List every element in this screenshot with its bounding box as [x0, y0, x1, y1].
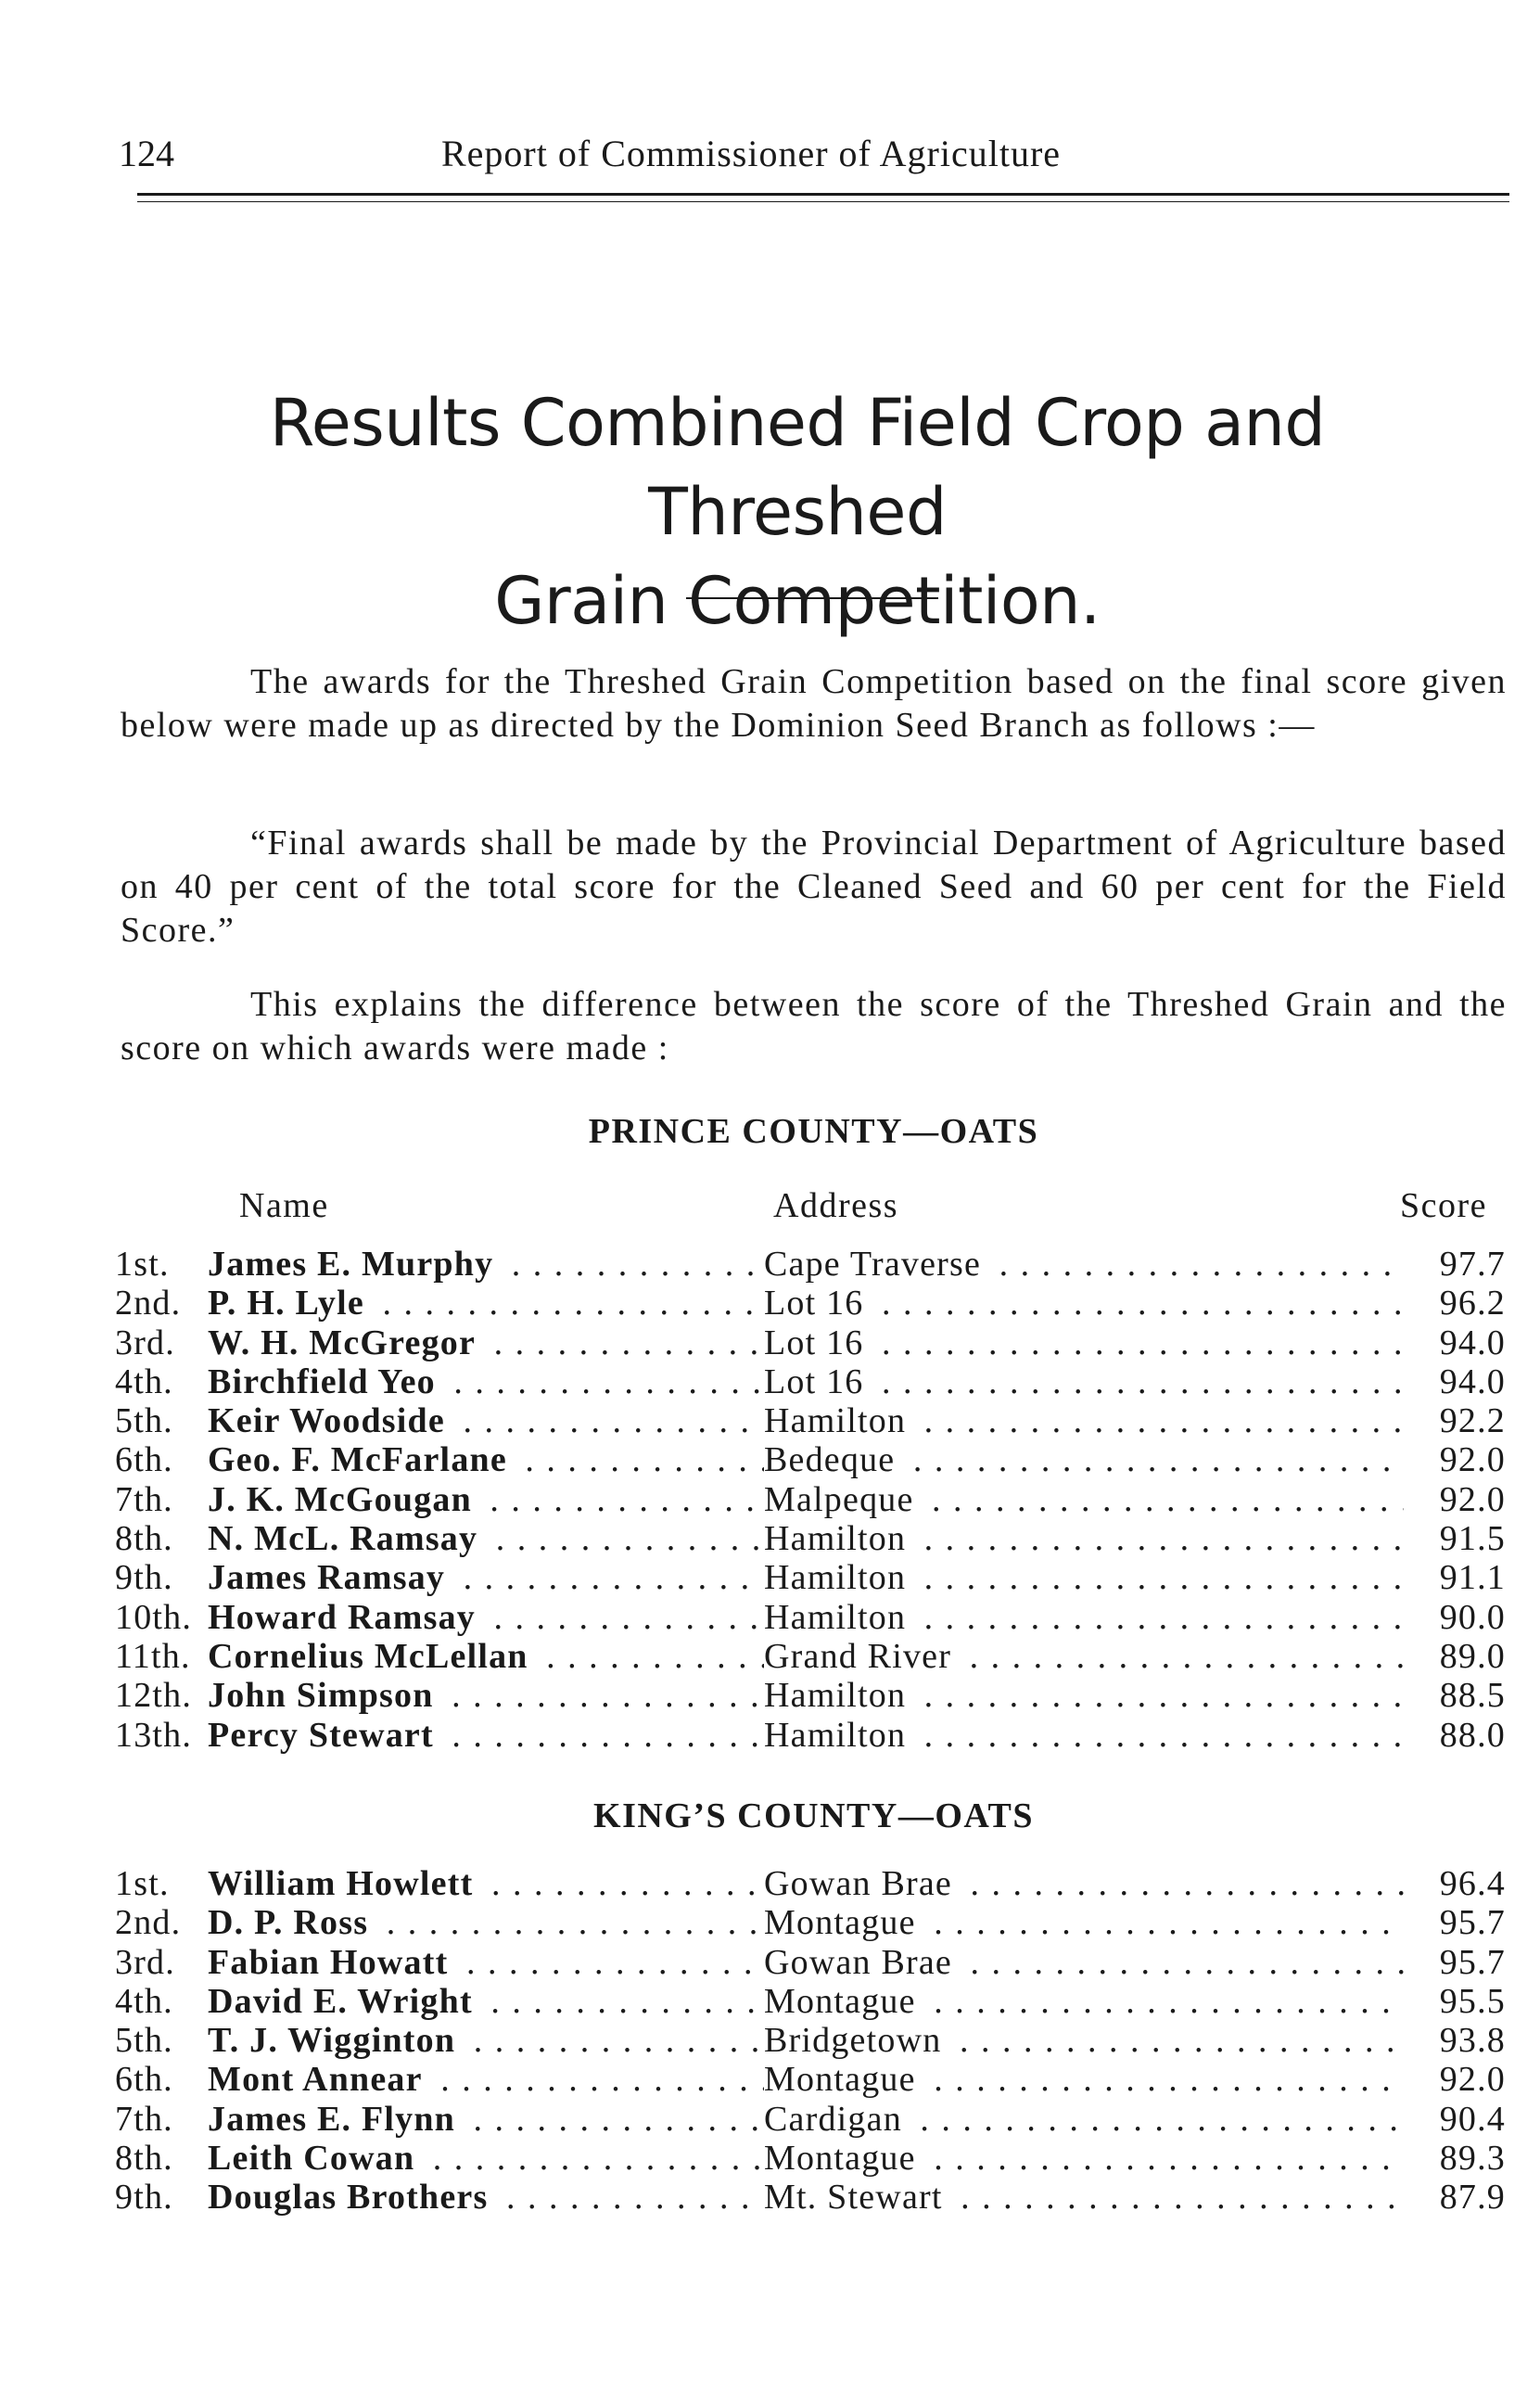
- result-name-cell: [208, 2139, 801, 2178]
- intro-paragraph: The awards for the Threshed Grain Competition based on the final score given below were made up as directed by the Dominion Seed Branch as follows :—: [121, 662, 1507, 745]
- result-name: David E. Wright: [208, 1982, 480, 2021]
- result-address-cell: [764, 1440, 1404, 1479]
- result-score: 94.0: [1404, 1362, 1506, 1401]
- result-name-cell: [208, 1676, 801, 1715]
- result-name-cell: [208, 2060, 801, 2099]
- running-header: [119, 132, 1509, 187]
- result-row: [115, 1401, 1506, 1440]
- result-score: 88.0: [1404, 1716, 1506, 1755]
- result-address-cell: [764, 1676, 1404, 1715]
- result-name-cell: [208, 1716, 801, 1755]
- result-address-cell: [764, 1245, 1404, 1284]
- result-score: 92.2: [1404, 1401, 1506, 1440]
- result-place: 6th.: [115, 1440, 173, 1480]
- result-address-cell: [764, 1558, 1404, 1597]
- result-address-cell: [764, 1943, 1404, 1982]
- result-place: 2nd.: [115, 1903, 182, 1943]
- result-name-cell: [208, 1943, 801, 1982]
- result-address: Bedeque: [764, 1440, 902, 1479]
- result-row: [115, 1943, 1506, 1982]
- result-address: Hamilton: [764, 1716, 913, 1755]
- result-name-cell: [208, 1362, 801, 1401]
- result-name-cell: [208, 2100, 801, 2139]
- result-address: Cape Traverse: [764, 1245, 988, 1284]
- result-score: 96.4: [1404, 1864, 1506, 1903]
- result-name-cell: [208, 1864, 801, 1903]
- result-name: W. H. McGregor: [208, 1323, 483, 1362]
- result-name-cell: [208, 1323, 801, 1362]
- result-row: [115, 2139, 1506, 2178]
- result-score: 95.5: [1404, 1982, 1506, 2021]
- result-address-cell: [764, 1716, 1404, 1755]
- result-name: James E. Flynn: [208, 2100, 463, 2139]
- column-header-address: Address: [773, 1186, 899, 1225]
- result-score: 95.7: [1404, 1943, 1506, 1982]
- result-address: Montague: [764, 1982, 923, 2021]
- result-address-cell: [764, 1903, 1404, 1942]
- result-address-cell: [764, 1480, 1404, 1519]
- result-row: [115, 2100, 1506, 2139]
- result-address-cell: [764, 1401, 1404, 1440]
- result-place: 11th.: [115, 1636, 191, 1676]
- result-address-cell: [764, 1284, 1404, 1323]
- result-place: 9th.: [115, 1558, 173, 1598]
- result-place: 1st.: [115, 1864, 170, 1903]
- result-score: 95.7: [1404, 1903, 1506, 1942]
- column-header-name: Name: [239, 1186, 329, 1225]
- result-address-cell: [764, 1982, 1404, 2021]
- result-score: 92.0: [1404, 1440, 1506, 1479]
- result-address: Hamilton: [764, 1676, 913, 1715]
- result-name: Douglas Brothers: [208, 2178, 495, 2217]
- result-score: 87.9: [1404, 2178, 1506, 2217]
- result-address: Montague: [764, 2139, 923, 2178]
- result-name-cell: [208, 2021, 801, 2060]
- result-address: Gowan Brae: [764, 1864, 960, 1903]
- result-place: 7th.: [115, 1479, 173, 1519]
- result-name: P. H. Lyle: [208, 1284, 372, 1323]
- result-row: [115, 2178, 1506, 2217]
- result-score: 88.5: [1404, 1676, 1506, 1715]
- result-address: Gowan Brae: [764, 1943, 960, 1982]
- result-score: 97.7: [1404, 1245, 1506, 1284]
- result-place: 8th.: [115, 2139, 173, 2179]
- result-name-cell: [208, 1982, 801, 2021]
- result-address: Hamilton: [764, 1401, 913, 1440]
- title-line-1: Results Combined Field Crop and Threshed: [269, 385, 1326, 550]
- result-row: [115, 1864, 1506, 1903]
- result-name: Percy Stewart: [208, 1716, 441, 1755]
- result-name-cell: [208, 2178, 801, 2217]
- result-place: 13th.: [115, 1715, 193, 1755]
- result-name-cell: [208, 1598, 801, 1637]
- column-header-score: Score: [1400, 1186, 1488, 1225]
- result-address-cell: [764, 1362, 1404, 1401]
- result-place: 8th.: [115, 1519, 173, 1559]
- result-row: [115, 1982, 1506, 2021]
- result-address-cell: [764, 1598, 1404, 1637]
- result-address: Montague: [764, 2060, 923, 2099]
- results-list-prince-county: [115, 1245, 1506, 1755]
- result-score: 90.4: [1404, 2100, 1506, 2139]
- result-place: 3rd.: [115, 1323, 175, 1362]
- result-place: 4th.: [115, 1361, 173, 1401]
- result-address: Lot 16: [764, 1362, 871, 1401]
- result-name-cell: [208, 1558, 801, 1597]
- header-rule: [137, 193, 1509, 202]
- result-name: J. K. McGougan: [208, 1480, 479, 1519]
- result-address: Cardigan: [764, 2100, 910, 2139]
- result-name: Cornelius McLellan: [208, 1637, 536, 1676]
- result-place: 10th.: [115, 1597, 193, 1637]
- section-heading-prince-county: PRINCE COUNTY—OATS: [588, 1112, 1039, 1151]
- result-row: [115, 1480, 1506, 1519]
- result-name: D. P. Ross: [208, 1903, 375, 1942]
- results-list-kings-county: [115, 1864, 1506, 2218]
- result-name: T. J. Wigginton: [208, 2021, 463, 2060]
- result-address: Grand River: [764, 1637, 959, 1676]
- result-place: 9th.: [115, 2178, 173, 2218]
- result-name: Leith Cowan: [208, 2139, 422, 2178]
- running-title: Report of Commissioner of Agriculture: [441, 133, 1062, 174]
- result-name: Howard Ramsay: [208, 1598, 483, 1637]
- result-place: 5th.: [115, 1401, 173, 1441]
- result-name-cell: [208, 1440, 801, 1479]
- result-score: 90.0: [1404, 1598, 1506, 1637]
- result-place: 5th.: [115, 2021, 173, 2061]
- result-score: 89.3: [1404, 2139, 1506, 2178]
- result-name-cell: [208, 1519, 801, 1558]
- result-row: [115, 2060, 1506, 2099]
- result-name: Mont Annear: [208, 2060, 430, 2099]
- result-place: 12th.: [115, 1676, 193, 1716]
- result-name-cell: [208, 1401, 801, 1440]
- result-name: James E. Murphy: [208, 1245, 501, 1284]
- result-name: John Simpson: [208, 1676, 441, 1715]
- title-line-2: Grain Competition.: [494, 563, 1101, 639]
- result-name-cell: [208, 1480, 801, 1519]
- result-address: Hamilton: [764, 1558, 913, 1597]
- result-address-cell: [764, 1864, 1404, 1903]
- result-address: Hamilton: [764, 1598, 913, 1637]
- result-score: 91.1: [1404, 1558, 1506, 1597]
- result-name-cell: [208, 1903, 801, 1942]
- result-score: 89.0: [1404, 1637, 1506, 1676]
- result-row: [115, 1323, 1506, 1362]
- result-name: Fabian Howatt: [208, 1943, 455, 1982]
- result-address-cell: [764, 2100, 1404, 2139]
- result-place: 1st.: [115, 1245, 170, 1284]
- page-title: [121, 378, 1474, 645]
- result-row: [115, 1676, 1506, 1715]
- explanation-paragraph: This explains the difference between the score of the Threshed Grain and the score on which awards were made :: [121, 985, 1507, 1067]
- result-address: Bridgetown: [764, 2021, 948, 2060]
- result-address-cell: [764, 2139, 1404, 2178]
- result-address-cell: [764, 2060, 1404, 2099]
- result-address-cell: [764, 1323, 1404, 1362]
- title-rule: [686, 597, 938, 599]
- result-place: 4th.: [115, 1981, 173, 2021]
- result-score: 94.0: [1404, 1323, 1506, 1362]
- result-score: 91.5: [1404, 1519, 1506, 1558]
- result-row: [115, 1598, 1506, 1637]
- quote-paragraph: “Final awards shall be made by the Provincial Department of Agriculture based on 40 per cent of the total score for the Cleaned Seed and 60 per cent for the Field Score.”: [121, 824, 1507, 950]
- result-score: 92.0: [1404, 1480, 1506, 1519]
- result-name: Birchfield Yeo: [208, 1362, 443, 1401]
- result-score: 93.8: [1404, 2021, 1506, 2060]
- result-name-cell: [208, 1245, 801, 1284]
- page-number: 124: [119, 133, 174, 174]
- result-address: Malpeque: [764, 1480, 922, 1519]
- result-name: James Ramsay: [208, 1558, 452, 1597]
- result-name: Geo. F. McFarlane: [208, 1440, 515, 1479]
- result-address-cell: [764, 1519, 1404, 1558]
- result-address: Montague: [764, 1903, 923, 1942]
- result-address: Mt. Stewart: [764, 2178, 950, 2217]
- result-name: Keir Woodside: [208, 1401, 452, 1440]
- result-row: [115, 1284, 1506, 1323]
- result-address: Lot 16: [764, 1284, 871, 1323]
- result-row: [115, 1519, 1506, 1558]
- result-address: Lot 16: [764, 1323, 871, 1362]
- result-place: 3rd.: [115, 1942, 175, 1982]
- result-name: N. McL. Ramsay: [208, 1519, 485, 1558]
- result-place: 2nd.: [115, 1284, 182, 1323]
- result-row: [115, 1362, 1506, 1401]
- result-name: William Howlett: [208, 1864, 480, 1903]
- result-row: [115, 1245, 1506, 1284]
- result-row: [115, 1440, 1506, 1479]
- result-row: [115, 1903, 1506, 1942]
- result-address: Hamilton: [764, 1519, 913, 1558]
- result-place: 7th.: [115, 2099, 173, 2139]
- result-row: [115, 1558, 1506, 1597]
- result-score: 92.0: [1404, 2060, 1506, 2099]
- result-address-cell: [764, 2021, 1404, 2060]
- result-row: [115, 2021, 1506, 2060]
- result-row: [115, 1716, 1506, 1755]
- result-name-cell: [208, 1637, 801, 1676]
- result-address-cell: [764, 1637, 1404, 1676]
- result-place: 6th.: [115, 2060, 173, 2100]
- result-name-cell: [208, 1284, 801, 1323]
- section-heading-kings-county: KING’S COUNTY—OATS: [593, 1796, 1034, 1835]
- result-address-cell: [764, 2178, 1404, 2217]
- result-score: 96.2: [1404, 1284, 1506, 1323]
- result-row: [115, 1637, 1506, 1676]
